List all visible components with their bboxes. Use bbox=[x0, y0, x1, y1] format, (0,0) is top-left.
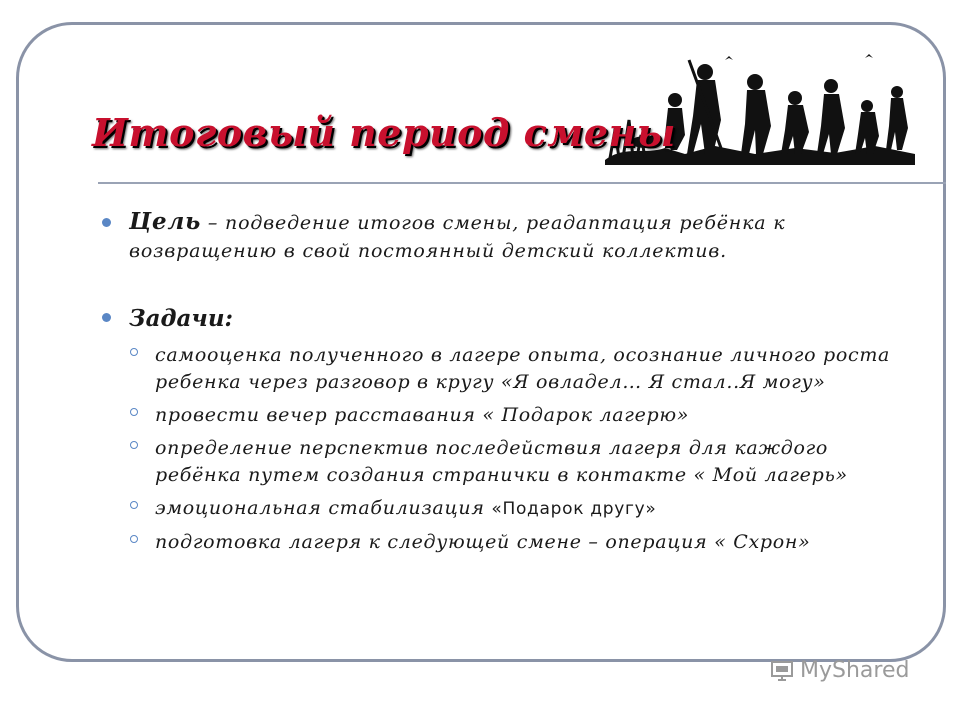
task-text: самооценка полученного в лагере опыта, осознание личного роста ребенка через разговор в кругу «Я овладел… Я стал..Я могу» bbox=[155, 344, 891, 393]
tasks-list bbox=[102, 342, 902, 556]
ring-bullet-icon bbox=[130, 348, 138, 356]
task-text-tail: «Подарок другу» bbox=[491, 499, 657, 519]
task-text-wrap bbox=[155, 495, 657, 523]
ring-bullet-icon bbox=[130, 535, 138, 543]
list-item bbox=[130, 529, 902, 556]
task-text: провести вечер расставания « Подарок лагерю» bbox=[155, 404, 690, 426]
presentation-board-icon bbox=[770, 659, 794, 683]
slide-title: Итоговый период смены bbox=[92, 110, 676, 155]
tasks-item bbox=[102, 265, 902, 332]
tasks-heading: Задачи: bbox=[129, 305, 234, 332]
goal-item bbox=[102, 208, 902, 265]
task-text: эмоциональная стабилизация bbox=[155, 497, 492, 519]
task-text: определение перспектив последействия лагеря для каждого ребёнка путем создания странички в контакте « Мой лагерь» bbox=[155, 437, 848, 486]
list-item bbox=[130, 402, 902, 429]
task-text: подготовка лагеря к следующей смене – операция « Схрон» bbox=[155, 531, 811, 553]
goal-text bbox=[129, 208, 902, 265]
ring-bullet-icon bbox=[130, 408, 138, 416]
slide-body bbox=[102, 208, 902, 562]
bullet-dot-icon bbox=[102, 313, 111, 322]
list-item bbox=[130, 342, 902, 396]
watermark-text: MyShared bbox=[800, 658, 910, 683]
list-item bbox=[130, 495, 902, 523]
goal-lead: Цель bbox=[129, 208, 202, 235]
ring-bullet-icon bbox=[130, 501, 138, 509]
list-item bbox=[130, 435, 902, 489]
title-divider bbox=[98, 182, 946, 184]
goal-description: – подведение итогов смены, реадаптация ребёнка к возвращению в свой постоянный детский коллектив. bbox=[129, 212, 786, 262]
watermark bbox=[770, 658, 909, 683]
ring-bullet-icon bbox=[130, 441, 138, 449]
bullet-dot-icon bbox=[102, 218, 111, 227]
